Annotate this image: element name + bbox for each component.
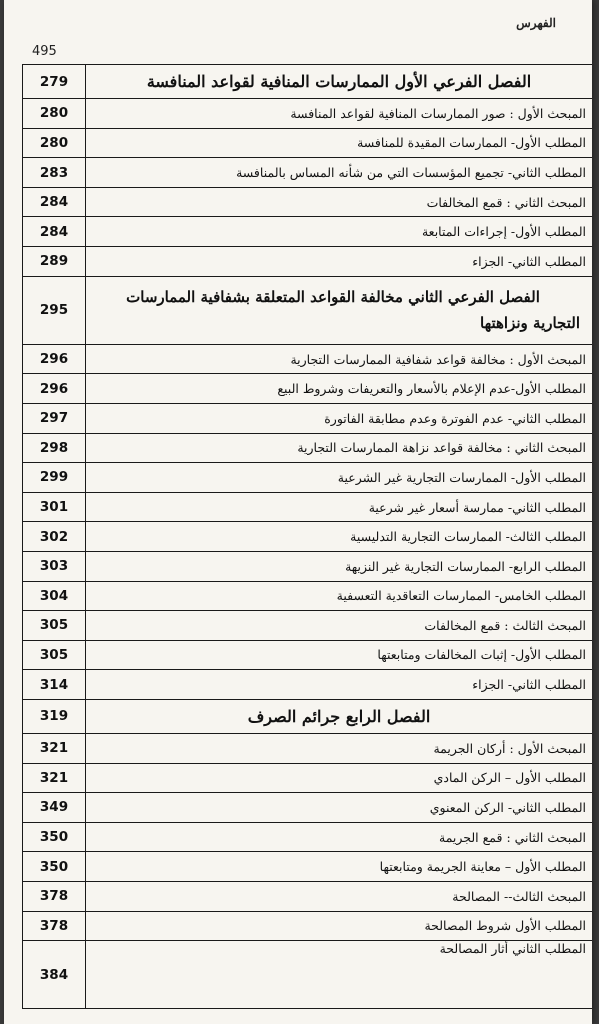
toc-page-number: 349 <box>23 793 86 823</box>
toc-row <box>23 699 593 733</box>
toc-page-number: 295 <box>23 276 86 344</box>
toc-entry-title: المطلب الأول – معاينة الجريمة ومتابعتها <box>86 852 593 882</box>
running-header-title: الفهرس <box>516 16 556 30</box>
toc-page-number: 283 <box>23 158 86 188</box>
toc-page-number: 280 <box>23 128 86 158</box>
toc-row <box>23 374 593 404</box>
toc-row <box>23 793 593 823</box>
toc-row <box>23 881 593 911</box>
toc-page-number: 284 <box>23 217 86 247</box>
toc-page-number: 304 <box>23 581 86 611</box>
toc-entry-title: المطلب الثالث- الممارسات التجارية التدليسية <box>86 522 593 552</box>
toc-row <box>23 403 593 433</box>
toc-row <box>23 492 593 522</box>
toc-row <box>23 733 593 763</box>
toc-chapter-heading: الفصل الفرعي الأول الممارسات المنافية لقواعد المنافسة <box>86 65 593 99</box>
toc-row <box>23 911 593 941</box>
toc-entry-title: المطلب الخامس- الممارسات التعاقدية التعسفية <box>86 581 593 611</box>
toc-entry-title: المبحث الثاني : مخالفة قواعد نزاهة الممارسات التجارية <box>86 433 593 463</box>
toc-entry-title: المبحث الثاني : قمع المخالفات <box>86 187 593 217</box>
toc-row <box>23 276 593 344</box>
toc-page-number: 301 <box>23 492 86 522</box>
toc-row <box>23 187 593 217</box>
toc-row <box>23 581 593 611</box>
toc-page-number: 305 <box>23 611 86 641</box>
toc-row <box>23 128 593 158</box>
toc-entry-title: المطلب الثاني- تجميع المؤسسات التي من شأنه المساس بالمنافسة <box>86 158 593 188</box>
toc-heading-line: الفصل الفرعي الثاني مخالفة القواعد المتعلقة بشفافية الممارسات <box>126 288 540 307</box>
toc-page-number: 314 <box>23 670 86 700</box>
toc-page-number: 296 <box>23 344 86 374</box>
toc-page-number: 279 <box>23 65 86 99</box>
page-number: 495 <box>32 44 57 59</box>
toc-chapter-heading: الفصل الرابع جرائم الصرف <box>86 699 593 733</box>
toc-page-number: 384 <box>23 941 86 1009</box>
toc-entry-title: المبحث الثالث-- المصالحة <box>86 881 593 911</box>
toc-page-number: 302 <box>23 522 86 552</box>
toc-page-number: 350 <box>23 852 86 882</box>
toc-entry-title: المطلب الأول- إثبات المخالفات ومتابعتها <box>86 640 593 670</box>
toc-page-number: 378 <box>23 881 86 911</box>
toc-page-number: 305 <box>23 640 86 670</box>
toc-entry-title: المطلب الثاني- الجزاء <box>86 247 593 277</box>
toc-row <box>23 611 593 641</box>
toc-entry-title: المبحث الثالث : قمع المخالفات <box>86 611 593 641</box>
toc-entry-title: المطلب الأول شروط المصالحة <box>86 911 593 941</box>
toc-row <box>23 522 593 552</box>
toc-row <box>23 344 593 374</box>
toc-entry-title: المطلب الأول- الممارسات المقيدة للمنافسة <box>86 128 593 158</box>
toc-row <box>23 941 593 1009</box>
toc-page-number: 350 <box>23 822 86 852</box>
toc-row <box>23 551 593 581</box>
toc-table <box>22 64 592 1009</box>
toc-page-number: 319 <box>23 699 86 733</box>
toc-row <box>23 65 593 99</box>
toc-page-number: 321 <box>23 733 86 763</box>
toc-row <box>23 763 593 793</box>
toc-entry-title: المبحث الأول : مخالفة قواعد شفافية الممارسات التجارية <box>86 344 593 374</box>
document-page <box>4 0 592 1024</box>
toc-page-number: 280 <box>23 99 86 129</box>
toc-page-number: 297 <box>23 403 86 433</box>
toc-entry-title: المطلب الثاني- ممارسة أسعار غير شرعية <box>86 492 593 522</box>
toc-entry-title: المبحث الثاني : قمع الجريمة <box>86 822 593 852</box>
toc-entry-title: المطلب الأول-عدم الإعلام بالأسعار والتعريفات وشروط البيع <box>86 374 593 404</box>
toc-entry-title: المطلب الأول- الممارسات التجارية غير الشرعية <box>86 463 593 493</box>
toc-page-number: 298 <box>23 433 86 463</box>
toc-entry-title: المطلب الثاني- عدم الفوترة وعدم مطابقة الفاتورة <box>86 403 593 433</box>
toc-row <box>23 822 593 852</box>
toc-row <box>23 433 593 463</box>
toc-entry-title: المطلب الثاني أثار المصالحة <box>86 941 593 1009</box>
toc-page-number: 296 <box>23 374 86 404</box>
toc-entry-title: المبحث الأول : أركان الجريمة <box>86 733 593 763</box>
toc-entry-title: المطلب الثاني- الجزاء <box>86 670 593 700</box>
toc-entry-title: المطلب الأول – الركن المادي <box>86 763 593 793</box>
toc-entry-title: المطلب الرابع- الممارسات التجارية غير النزيهة <box>86 551 593 581</box>
toc-chapter-heading <box>86 276 593 344</box>
toc-page-number: 303 <box>23 551 86 581</box>
toc-page-number: 378 <box>23 911 86 941</box>
toc-row <box>23 99 593 129</box>
toc-page-number: 321 <box>23 763 86 793</box>
toc-row <box>23 670 593 700</box>
toc-row <box>23 158 593 188</box>
toc-row <box>23 640 593 670</box>
toc-page-number: 284 <box>23 187 86 217</box>
toc-entry-title: المبحث الأول : صور الممارسات المنافية لقواعد المنافسة <box>86 99 593 129</box>
table-of-contents <box>22 64 592 1009</box>
toc-row <box>23 463 593 493</box>
toc-row <box>23 247 593 277</box>
toc-heading-line: التجارية ونزاهتها <box>480 314 580 333</box>
toc-page-number: 289 <box>23 247 86 277</box>
toc-row <box>23 217 593 247</box>
toc-page-number: 299 <box>23 463 86 493</box>
toc-entry-title: المطلب الثاني- الركن المعنوي <box>86 793 593 823</box>
toc-entry-title: المطلب الأول- إجراءات المتابعة <box>86 217 593 247</box>
toc-row <box>23 852 593 882</box>
